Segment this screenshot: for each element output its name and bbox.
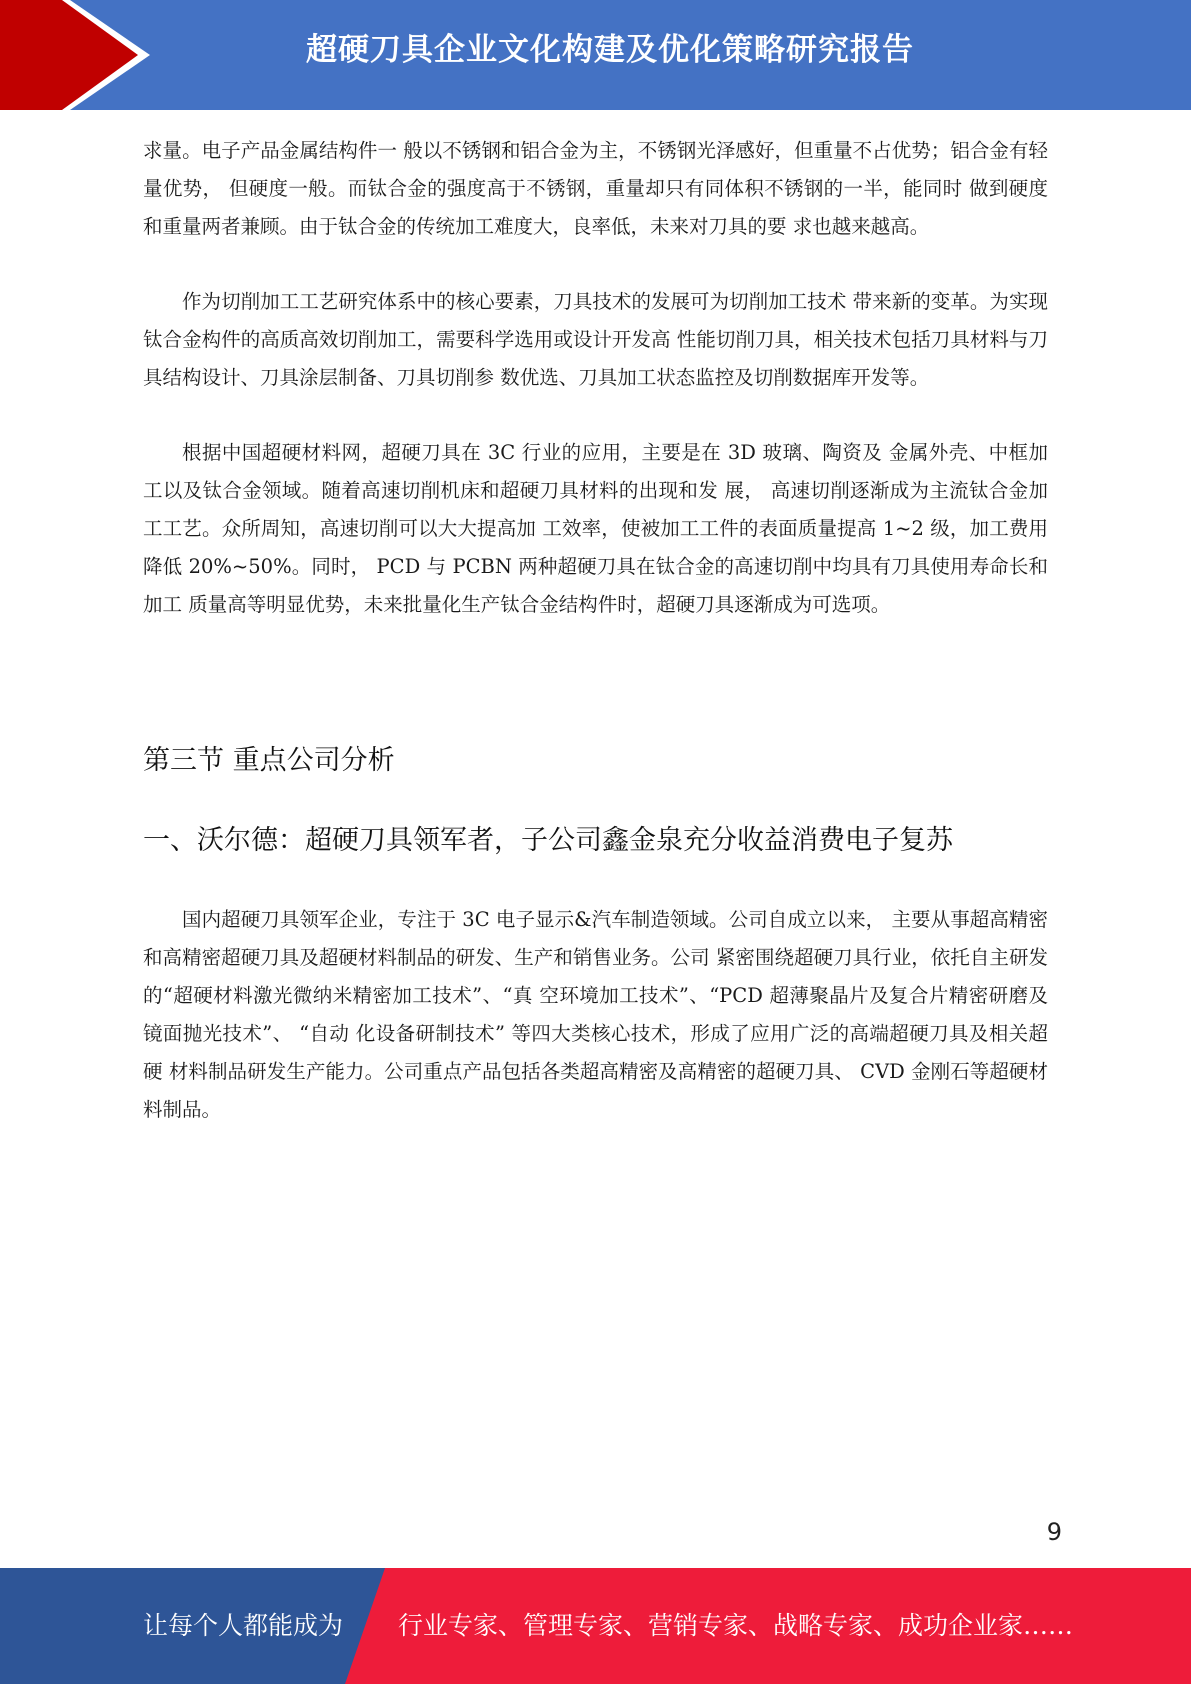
- page-number: 9: [1046, 1518, 1062, 1546]
- footer-slogan-left: 让每个人都能成为: [143, 1611, 344, 1640]
- page-header: [0, 0, 1191, 110]
- paragraph-3: 根据中国超硬材料网，超硬刀具在 3C 行业的应用，主要是在 3D 玻璃、陶资及 金属外壳、中框加工以及钛合金领域。随着高速切削机床和超硬刀具材料的出现和发 展， 高速切削逐渐成为主流钛合金加工工艺。众所周知，高速切削可以大大提高加 工效率，使被加工工件的表面质量提高 1~2 级，加工费用降低 20%~50%。同时， PCD 与 PCBN 两种超硬刀具在钛合金的高速切削中均具有刀具使用寿命长和加工 质量高等明显优势，未来批量化生产钛合金结构件时，超硬刀具逐渐成为可选项。: [143, 441, 1048, 616]
- header-title: 超硬刀具企业文化构建及优化策略研究报告: [306, 32, 914, 68]
- section-subtitle: 一、沃尔德：超硬刀具领军者，子公司鑫金泉充分收益消费电子复苏: [143, 825, 953, 856]
- section-title: 第三节 重点公司分析: [143, 745, 395, 776]
- paragraph-4: 国内超硬刀具领军企业，专注于 3C 电子显示&汽车制造领域。公司自成立以来， 主要从事超高精密和高精密超硬刀具及超硬材料制品的研发、生产和销售业务。公司 紧密围绕超硬刀具行业，依托自主研发的“超硬材料激光微纳米精密加工技术”、“真 空环境加工技术”、“PCD 超薄聚晶片及复合片精密研磨及镜面抛光技术”、 “自动 化设备研制技术” 等四大类核心技术，形成了应用广泛的高端超硬刀具及相关超硬 材料制品研发生产能力。公司重点产品包括各类超高精密及高精密的超硬刀具、 CVD 金刚石等超硬材料制品。: [143, 908, 1048, 1121]
- paragraph-1: 求量。电子产品金属结构件一 般以不锈钢和铝合金为主，不锈钢光泽感好，但重量不占优势；铝合金有轻量优势， 但硬度一般。而钛合金的强度高于不锈钢，重量却只有同体积不锈钢的一半，能同时 做到硬度和重量两者兼顾。由于钛合金的传统加工难度大，良率低，未来对刀具的要 求也越来越高。: [143, 139, 1048, 238]
- footer-slogan-right: 行业专家、管理专家、营销专家、战略专家、成功企业家……: [398, 1611, 1074, 1640]
- paragraph-2: 作为切削加工工艺研究体系中的核心要素，刀具技术的发展可为切削加工技术 带来新的变革。为实现钛合金构件的高质高效切削加工，需要科学选用或设计开发高 性能切削刀具，相关技术包括刀具材料与刀具结构设计、刀具涂层制备、刀具切削参 数优选、刀具加工状态监控及切削数据库开发等。: [143, 290, 1048, 389]
- document-body: [143, 132, 1048, 1166]
- page-footer: [0, 1568, 1191, 1684]
- section-spacer: [143, 661, 1048, 741]
- header-ribbon-shape: [0, 0, 160, 110]
